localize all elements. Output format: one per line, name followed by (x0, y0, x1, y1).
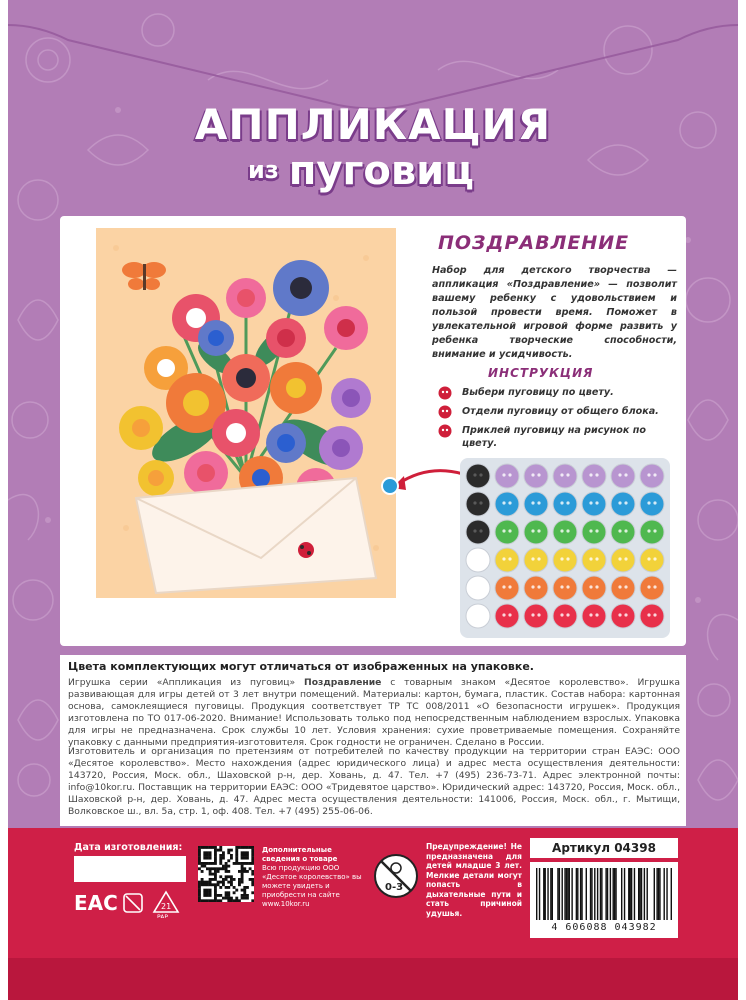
certification-marks (74, 888, 194, 918)
sheet-button (466, 492, 490, 516)
sheet-button (466, 604, 490, 628)
instruction-step (436, 424, 676, 450)
article-number: Артикул 04398 (530, 838, 678, 858)
sheet-button (495, 492, 519, 516)
sheet-button (524, 520, 548, 544)
red-arrow-pointer (378, 464, 468, 504)
instruction-step (436, 405, 676, 418)
recycle-number: 21 (161, 902, 172, 911)
sheet-button (582, 576, 606, 600)
barcode (530, 862, 678, 938)
sheet-button (553, 492, 577, 516)
sheet-button (640, 464, 664, 488)
age-restriction-icon (372, 852, 420, 900)
sheet-button (495, 604, 519, 628)
sheet-button (582, 604, 606, 628)
brand-title-main: пуговиц (288, 148, 474, 194)
bouquet-card-illustration (96, 228, 396, 598)
barcode-bars (536, 868, 672, 920)
sheet-button (582, 520, 606, 544)
sheet-button (611, 548, 635, 572)
product-description: Набор для детского творчества — аппликация «Поздравление» — позволит вашему ребенку с удовольствием и пользой провести время. Поможет в увлекательной игровой форме развить у ребенка творческие способности, внимание и усидчивость. (432, 265, 677, 360)
color-notice: Цвета комплектующих могут отличаться от изображенных на упаковке. (68, 660, 534, 673)
sheet-button (524, 492, 548, 516)
qr-body: Всю продукцию ООО «Десятое королевство» вы можете увидеть и приобрести на сайте www.10kor.ru (262, 864, 362, 908)
sheet-button (466, 520, 490, 544)
sheet-button (582, 548, 606, 572)
sheet-button (611, 464, 635, 488)
sheet-button (524, 464, 548, 488)
sheet-button (553, 576, 577, 600)
product-info-rest: с товарным знаком «Десятое королевство». Игрушка развивающая для игры детей от 3 лет внутри помещений. Материалы: картон, бумага, пластик. Состав набора: картонная основа, самоклеящиеся пуговицы. Продукция соответствует ТР ТС 008/2011 «О безопасности игрушек». Продукция изготовлена по ТО 017-06-2020. Внимание! Использовать только под непосредственным наблюдением взрослых. Упаковка для игры не предназначена. Срок службы 10 лет. Условия хранения: сухие проветриваемые помещения. Сохраняйте упаковку с данными предприятия-изготовителя. Срок годности не ограничен. Сделано в России. (68, 677, 681, 748)
instruction-step-text: Отдели пуговицу от общего блока. (462, 406, 659, 417)
red-button-icon (436, 386, 454, 400)
sheet-button (582, 492, 606, 516)
recycle-icon (154, 892, 178, 918)
footer-band-bottom (8, 958, 738, 1000)
instruction-step (436, 386, 676, 399)
sheet-button (495, 548, 519, 572)
sheet-button (524, 604, 548, 628)
eac-mark: EAC (74, 891, 118, 915)
date-label: Дата изготовления: (74, 842, 183, 853)
button-sheet-illustration (460, 458, 670, 638)
product-info-name: Поздравление (304, 677, 382, 688)
sheet-button (466, 464, 490, 488)
choking-warning: Предупреждение! Не предназначена для детей младше 3 лет. Мелкие детали могут попасть в дыхательные пути и стать причиной удушья. (426, 842, 522, 918)
product-info-paragraph (68, 677, 680, 749)
sheet-button (611, 492, 635, 516)
sheet-button (553, 548, 577, 572)
sheet-button (611, 604, 635, 628)
qr-heading: Дополнительные сведения о товаре (262, 846, 338, 863)
sheet-button (466, 576, 490, 600)
red-button-icon (436, 405, 454, 419)
qr-code (198, 846, 254, 902)
manufacturer-info-paragraph: Изготовитель и организация по претензиям от потребителей по качеству продукции на территории стран ЕАЭС: ООО «Десятое королевство». Место нахождения (адрес юридического лица) и адрес места осуществления деятельности: 143720, Россия, Моск. обл., Шаховской р-н, дер. Ховань, д. 47. Тел. +7 (495) 236-73-71. Адрес электронной почты: info@10kor.ru. Поставщик на территории ЕАЭС: ООО «Тридевятое царство». Юридический адрес: 143720, Россия, Моск. обл., Шаховской р-н, дер. Ховань, д. 47. Адрес места осуществления деятельности: 141006, Россия, Моск. обл., г. Мытищи, Волковское ш., вл. 5а, стр. 1, оф. 408. Тел. +7 (495) 255-06-06. (68, 746, 680, 817)
brand-title-line2 (248, 148, 548, 194)
brand-title-small: из (248, 156, 279, 184)
brand-title-line1: АППЛИКАЦИЯ (194, 100, 552, 149)
sheet-button (640, 492, 664, 516)
sheet-button (611, 576, 635, 600)
product-info-prefix: Игрушка серии «Аппликация из пуговиц» (68, 677, 305, 688)
sheet-button (640, 604, 664, 628)
sheet-button (582, 464, 606, 488)
recycle-code: PAP (157, 914, 168, 918)
qr-text (262, 846, 372, 909)
instruction-step-text: Приклей пуговицу на рисунок по цвету. (462, 425, 646, 449)
product-headline: ПОЗДРАВЛЕНИЕ (438, 232, 630, 254)
sheet-button (640, 548, 664, 572)
sheet-button (611, 520, 635, 544)
red-button-icon (436, 424, 454, 438)
sheet-button (495, 520, 519, 544)
barcode-number: 4 606088 043982 (551, 922, 657, 933)
brand-logo (8, 100, 738, 210)
package-back (8, 0, 738, 1000)
sheet-button (553, 604, 577, 628)
sheet-button (640, 576, 664, 600)
sheet-button (553, 464, 577, 488)
sheet-button (553, 520, 577, 544)
sheet-button (524, 548, 548, 572)
sheet-button (524, 576, 548, 600)
instruction-step-text: Выбери пуговицу по цвету. (462, 387, 614, 398)
butterfly (122, 262, 166, 290)
date-box (74, 856, 186, 882)
sheet-button (495, 464, 519, 488)
instruction-steps (436, 386, 676, 456)
sheet-button (466, 548, 490, 572)
sheet-button (640, 520, 664, 544)
instructions-title: ИНСТРУКЦИЯ (488, 366, 594, 380)
sheet-button (495, 576, 519, 600)
age-mark: 0-3 (385, 882, 404, 893)
no-burn-icon (124, 894, 142, 912)
